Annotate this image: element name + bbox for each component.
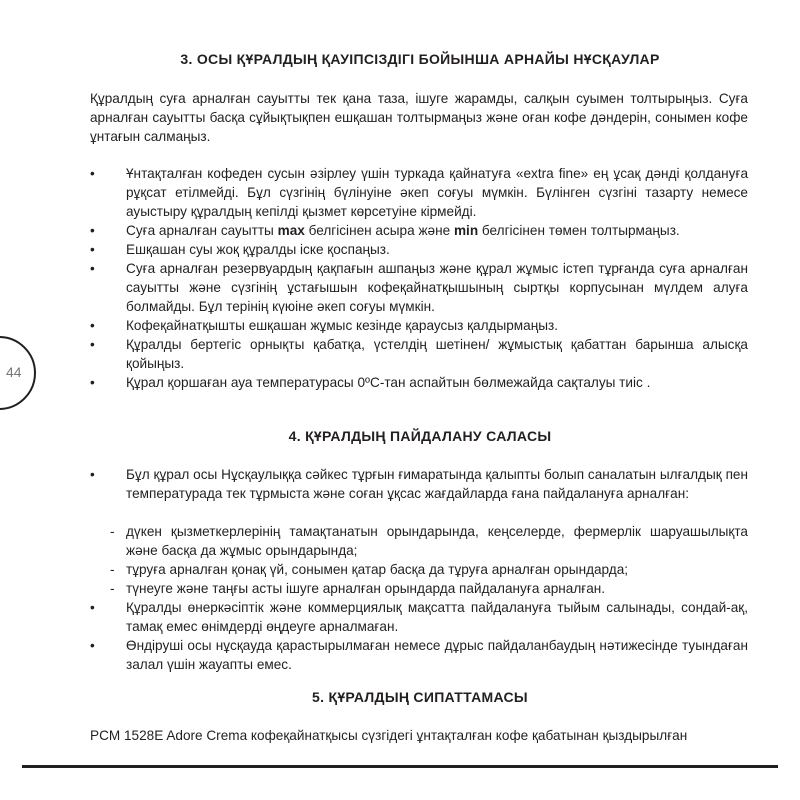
dash-marker: - bbox=[110, 562, 115, 577]
section-5-text: PCM 1528E Adore Crema кофеқайнатқысы сүзгідегі ұнтақталған кофе қабатынан қыздырылған bbox=[90, 728, 688, 743]
list-item-text: Кофеқайнатқышты ешқашан жұмыс кезінде қараусыз қалдырмаңыз. bbox=[126, 318, 558, 333]
bullet-marker: • bbox=[90, 261, 95, 276]
list-item-text: дүкен қызметкерлерінің тамақтанатын орындарында, кеңселерде, фермерлік шаруашылықта және басқа да жұмыс орындарында; bbox=[126, 524, 748, 558]
list-item-text: Бұл құрал осы Нұсқаулыққа сәйкес тұрғын ғимаратында қалыпты болып саналатын ылғалдық пен температурада тек тұрмыста және соған ұқсас жағдайларда ғана пайдалануға арналған: bbox=[126, 467, 748, 501]
bullet-marker: • bbox=[90, 166, 95, 181]
dash-marker: - bbox=[110, 581, 115, 596]
bullet-marker: • bbox=[90, 467, 95, 482]
list-item-text: Құралды бертегіс орнықты қабатқа, үстелдің шетінен/ жұмыстық қабаттан барынша алысқа қойыңыз. bbox=[126, 337, 748, 371]
max-mark: max bbox=[277, 223, 305, 238]
list-item-text: Ұнтақталған кофеден сусын әзірлеу үшін туркада қайнатуға «extra fine» ең ұсақ дәнді қолдануға рұқсат етілмейді. Бұл сүзгінің бүлінуіне әкеп соғуы мүмкін. Бүлінген сүзгіні тазарту немесе ауыстыру құралдың кепілді қызмет көрсетуіне кірмейді. bbox=[126, 166, 748, 219]
list-item bbox=[90, 373, 748, 392]
list-item-text: Ешқашан суы жоқ құралды іске қоспаңыз. bbox=[126, 242, 390, 257]
list-item bbox=[110, 522, 748, 560]
list-item-text: Суға арналған сауытты max белгісінен асыра және min белгісінен төмен толтырмаңыз. bbox=[126, 223, 680, 238]
dash-marker: - bbox=[110, 524, 115, 539]
bullet-marker: • bbox=[90, 337, 95, 352]
min-mark: min bbox=[453, 223, 479, 238]
page-number: 44 bbox=[6, 364, 22, 380]
list-item bbox=[110, 579, 748, 598]
page-number-badge bbox=[0, 336, 36, 410]
list-item bbox=[90, 465, 748, 503]
list-item bbox=[90, 240, 748, 259]
list-item bbox=[90, 259, 748, 316]
list-item-text: түнеуге және таңғы асты ішуге арналған орындарда пайдалануға арналған. bbox=[126, 581, 606, 596]
bullet-marker: • bbox=[90, 223, 95, 238]
bullet-marker: • bbox=[90, 600, 95, 615]
section-3-title: 3. ОСЫ ҚҰРАЛДЫҢ ҚАУІПСІЗДІГІ БОЙЫНША АРНАЙЫ НҰСҚАУЛАР bbox=[180, 51, 660, 67]
list-item bbox=[90, 335, 748, 373]
bullet-marker: • bbox=[90, 638, 95, 653]
list-item-text: Құрал қоршаған ауа температурасы 0ºС-тан аспайтын бөлмежайда сақталуы тиіс . bbox=[126, 375, 651, 390]
bullet-marker: • bbox=[90, 242, 95, 257]
bullet-marker: • bbox=[90, 375, 95, 390]
list-item-text: Құралды өнеркәсіптік және коммерциялық мақсатта пайдалануға тыйым салынады, сондай-ақ, тамақ емес өнімдерді өңдеуге арналмаған. bbox=[126, 600, 748, 634]
section-4-title: 4. ҚҰРАЛДЫҢ ПАЙДАЛАНУ САЛАСЫ bbox=[288, 428, 552, 444]
bullet-marker: • bbox=[90, 318, 95, 333]
list-item-text: Өндіруші осы нұсқауда қарастырылмаған немесе дұрыс пайдаланбаудың нәтижесінде туындаған залал үшін жауапты емес. bbox=[126, 638, 748, 672]
list-item-text: тұруға арналған қонақ үй, сонымен қатар басқа да тұруға арналған орындарда; bbox=[126, 562, 629, 577]
list-item-text: Суға арналған резервуардың қақпағын ашпаңыз және құрал жұмыс істеп тұрғанда суға арналған сауытты және сүзгінің ұстағышын кофеқайнатқышының сыртқы корпусынан мүлдем алуға болмайды. Бұл терінің күюіне әкеп соғуы мүмкін. bbox=[126, 261, 748, 314]
section-3-intro: Құралдың суға арналған сауытты тек қана таза, ішуге жарамды, салқын суымен толтырыңыз. Суға арналған сауытты басқа сұйықтықпен ешқашан толтырмаңыз және оған кофе дәндерін, сонымен кофе ұнтағын салмаңыз. bbox=[90, 91, 748, 144]
list-item bbox=[90, 221, 748, 240]
list-item bbox=[90, 316, 748, 335]
section-5-title: 5. ҚҰРАЛДЫҢ СИПАТТАМАСЫ bbox=[312, 689, 528, 705]
list-item bbox=[90, 598, 748, 636]
footer-divider bbox=[22, 765, 778, 768]
list-item bbox=[90, 164, 748, 221]
list-item bbox=[110, 560, 748, 579]
list-item bbox=[90, 636, 748, 674]
